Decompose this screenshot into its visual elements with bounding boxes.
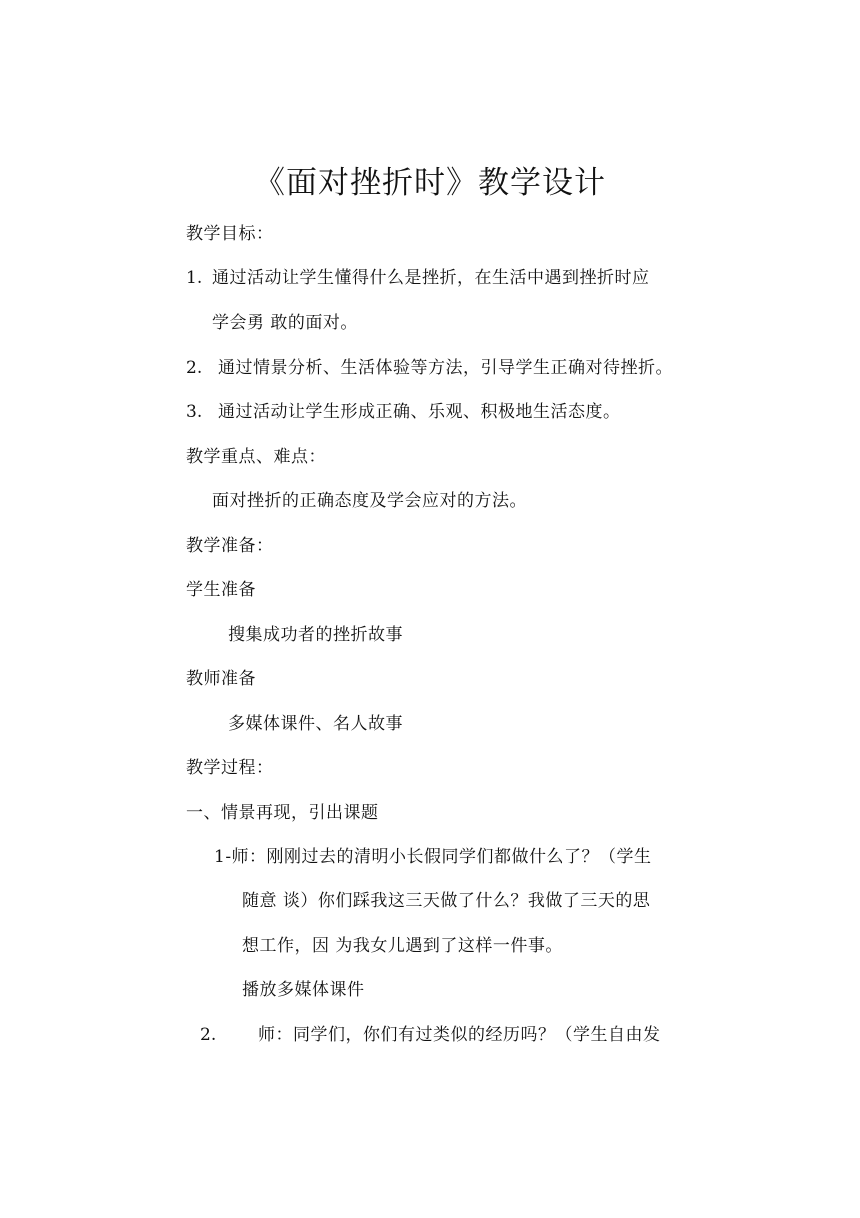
objective-3-number: 3.	[186, 402, 203, 422]
objective-2-text: 通过情景分析、生活体验等方法，引导学生正确对待挫折。	[218, 358, 673, 378]
process-heading: 教学过程：	[186, 758, 274, 778]
key-points-text: 面对挫折的正确态度及学会应对的方法。	[212, 491, 527, 511]
step-one-line-3: 想工作，因 为我女儿遇到了这样一件事。	[242, 936, 563, 956]
teacher-prep-heading: 教师准备	[186, 669, 256, 689]
student-prep-heading: 学生准备	[186, 580, 256, 600]
document-title: 《面对挫折时》教学设计	[254, 165, 606, 201]
teacher-prep-text: 多媒体课件、名人故事	[228, 714, 403, 734]
objective-3-text: 通过活动让学生形成正确、乐观、积极地生活态度。	[218, 402, 621, 422]
key-points-heading: 教学重点、难点：	[186, 447, 326, 467]
objective-1-line-1: 通过活动让学生懂得什么是挫折，在生活中遇到挫折时应	[212, 268, 650, 288]
step-one-line-1: 1-师：刚刚过去的清明小长假同学们都做什么了？（学生	[214, 847, 652, 867]
step-two-number: 2.	[200, 1025, 217, 1045]
objectives-heading: 教学目标：	[186, 224, 274, 244]
step-one-line-2: 随意 谈）你们踩我这三天做了什么？我做了三天的思	[242, 891, 651, 911]
student-prep-text: 搜集成功者的挫折故事	[228, 625, 403, 645]
section-one-heading: 一、情景再现，引出课题	[186, 803, 379, 823]
step-one-line-4: 播放多媒体课件	[242, 980, 365, 1000]
objective-1-line-2: 学会勇 敢的面对。	[212, 313, 358, 333]
objective-2-number: 2.	[186, 358, 203, 378]
objective-1-number: 1.	[186, 268, 203, 288]
step-two-text: 师：同学们，你们有过类似的经历吗？（学生自由发	[258, 1025, 661, 1045]
preparation-heading: 教学准备：	[186, 536, 274, 556]
